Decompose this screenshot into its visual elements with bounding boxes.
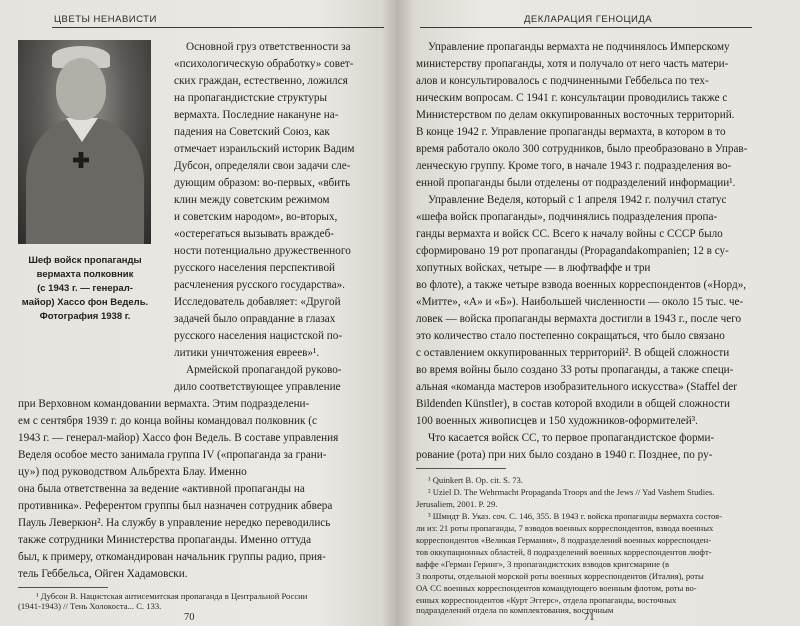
body-line: на пропагандистские структуры: [174, 92, 328, 104]
body-line: ническим вопросам. С 1941 г. консультации проводились также с: [416, 92, 728, 104]
page-number-right: 71: [584, 612, 595, 623]
footnote-line: 3 полроты, отдельной морской роты военных корреспондентов (Италия), роты: [416, 571, 704, 581]
body-line: альная «команда мастеров изобразительного искусства» (Staffel der: [416, 381, 737, 393]
body-line: Дубсон, определяли свои задачи сле-: [174, 160, 351, 172]
body-line: это количество стало постепенно сокращаться, что было связано: [416, 330, 725, 342]
header-rule-right: [420, 27, 752, 28]
footnote-rule-right: [416, 468, 506, 469]
caption-line: майор) Хассо фон Ведель.: [21, 297, 149, 308]
caption-line: Шеф войск пропаганды: [28, 255, 142, 266]
footnote-line: ³ Шмидт В. Указ. соч. С. 146, 355. В 1943 г. войска пропаганды вермахта состоя-: [428, 511, 722, 521]
body-line: во время войны было создано 33 роты пропаганды, а также специ-: [416, 364, 734, 376]
portrait-photo: [18, 40, 151, 244]
body-line: цу») под руководством Альбрехта Блау. Именно: [18, 466, 247, 478]
body-line: отмечает израильский историк Вадим: [174, 143, 355, 155]
body-line: 100 военных живописцев и 150 художников-оформителей³.: [416, 415, 698, 427]
body-line: Основной груз ответственности за: [186, 41, 351, 53]
body-line: рование (рота) при них было создано в 1940 г. Позднее, по ру-: [416, 449, 713, 461]
body-line: 1943 г. — генерал-майор) Хассо фон Ведель. В составе управления: [18, 432, 339, 444]
body-line: «Митте», «А» и «Б»). Наибольшей численности — около 15 тыс. че-: [416, 296, 744, 308]
body-line: Bildenden Künstler), в состав которой входили в общей сложности: [416, 398, 730, 410]
body-line: расчленения русского государства».: [174, 279, 345, 291]
footnote-line: ли из: 21 роты пропаганды, 7 взводов военных корреспондентов, взвода военных: [416, 523, 714, 533]
body-line: при Верховном командовании вермахта. Этим подразделени-: [18, 398, 310, 410]
body-line: тель Геббельса, Ойген Хадамовски.: [18, 568, 188, 580]
body-line: министерству пропаганды, хотя и получало от него часть матери-: [416, 58, 729, 70]
body-line: ности потенциально дружественного: [174, 245, 351, 257]
body-line: также сотрудники Министерства пропаганды. Именно оттуда: [18, 534, 312, 546]
page-number-left: 70: [184, 612, 195, 623]
photo-face: [56, 58, 106, 120]
footnote-line: ОА СС военных корреспондентов командующего военным флотом, роты во-: [416, 583, 697, 593]
photo-caption: [14, 254, 156, 324]
footnote-line: (1941-1943) // Тень Холокоста... С. 133.: [18, 601, 162, 611]
body-line: с оставлением оккупированных территорий². В общей сложности: [416, 347, 730, 359]
body-line: ленческую группу. Кроме того, в начале 1943 г. подразделения во-: [416, 160, 732, 172]
body-line: Управление Веделя, который с 1 апреля 1942 г. получил статус: [428, 194, 727, 206]
body-line: вермахта. Последние накануне на-: [174, 109, 339, 121]
footnote-line: ² Uziel D. The Wehrmacht Propaganda Troops and the Jews // Yad Vashem Studies.: [428, 487, 715, 497]
body-line: сформировано 19 рот пропаганды (Propagandakompanien; 12 в су-: [416, 245, 729, 257]
body-line: Веделя особое место занимала группа IV («пропаганда за грани-: [18, 449, 327, 461]
footnote-line: корреспондентов «Великая Германия», 8 подразделений военных корреспонден-: [416, 535, 712, 545]
body-line: хопутных войсках, четыре — в люфтваффе и три: [416, 262, 651, 274]
body-line: и советским народом», во-вторых,: [174, 211, 338, 223]
body-line: «психологическую обработку» совет-: [174, 58, 354, 70]
footnote-line: подразделений отдела по комплектования, восточным: [416, 605, 614, 615]
body-line: Управление пропаганды вермахта не подчинялось Имперскому: [428, 41, 730, 53]
right-page: [398, 0, 800, 626]
body-line: В конце 1942 г. Управление пропаганды вермахта, в котором в то: [416, 126, 726, 138]
body-line: был, к примеру, откомандирован начальник группы радио, прия-: [18, 551, 326, 563]
body-line: Министерством по делам оккупированных восточных территорий.: [416, 109, 735, 121]
body-line: ем с сентября 1939 г. до конца войны командовал полковник (с: [18, 415, 317, 427]
footnote-rule-left: [18, 587, 108, 588]
body-line: она была ответственна за ведение «активной пропаганды на: [18, 483, 305, 495]
body-line: задачей было оправдание в глазах: [174, 313, 336, 325]
caption-line: Фотография 1938 г.: [39, 311, 131, 322]
body-line: ганды вермахта и войск СС. Всего к началу войны с СССР было: [416, 228, 723, 240]
footnote-line: ваффе «Герман Геринг», 3 пропагандистских взводов кригсмарине (в: [416, 559, 670, 569]
running-head-right: ДЕКЛАРАЦИЯ ГЕНОЦИДА: [524, 14, 653, 25]
caption-line: вермахта полковник: [36, 269, 134, 280]
body-line: ловек — войска пропаганды вермахта достигли в 1943 г., после чего: [416, 313, 742, 325]
body-line: дующим образом: во-первых, «вбить: [174, 177, 351, 189]
body-line: енной пропаганды были отделены от подразделений информации¹.: [416, 177, 736, 189]
body-line: падения на Советский Союз, как: [174, 126, 330, 138]
footnote-line: ¹ Quinkert B. Op. cit. S. 73.: [428, 475, 523, 485]
body-line: противника». Референтом группы был назначен сотрудник абвера: [18, 500, 333, 512]
body-line: Пауль Леверкюн². На службу в управление нередко переводились: [18, 517, 331, 529]
header-rule-left: [52, 27, 384, 28]
body-line: «остерегаться вызывать враждеб-: [174, 228, 334, 240]
body-line: литики уничтожения евреев»¹.: [174, 347, 320, 359]
body-line: Что касается войск СС, то первое пропагандистское форми-: [428, 432, 715, 444]
footnote-line: ¹ Дубсон В. Нацистская антисемитская пропаганда в Центральной России: [36, 591, 308, 601]
body-line: Армейской пропагандой руково-: [186, 364, 342, 376]
body-line: дило соответствующее управление: [174, 381, 341, 393]
body-line: алов и консультировалось с подчиненными Геббельса по тех-: [416, 75, 709, 87]
body-line: русского населения нацистской по-: [174, 330, 343, 342]
footnote-line: Jerusaliem, 2001. P. 29.: [416, 499, 498, 509]
running-head-left: ЦВЕТЫ НЕНАВИСТИ: [54, 14, 157, 25]
body-line: русского населения перспективой: [174, 262, 336, 274]
body-line: ских граждан, естественно, ложился: [174, 75, 348, 87]
body-line: время работало около 300 сотрудников, было преобразовано в Управ-: [416, 143, 748, 155]
footnote-line: енных корреспондентов «Курт Эггерс», отдела пропаганды, восточных: [416, 595, 677, 605]
body-line: Исследователь добавляет: «Другой: [174, 296, 341, 308]
body-line: клин между советским режимом: [174, 194, 330, 206]
body-line: во флоте), а также четыре взвода военных корреспондентов («Норд»,: [416, 279, 747, 291]
caption-line: (с 1943 г. — генерал-: [37, 283, 133, 294]
footnote-line: тов оккупационных областей, 8 подразделений военных корреспондентов люфт-: [416, 547, 712, 557]
body-line: «шефа войск пропаганды», подчинялись подразделения пропа-: [416, 211, 718, 223]
left-page: [0, 0, 398, 626]
